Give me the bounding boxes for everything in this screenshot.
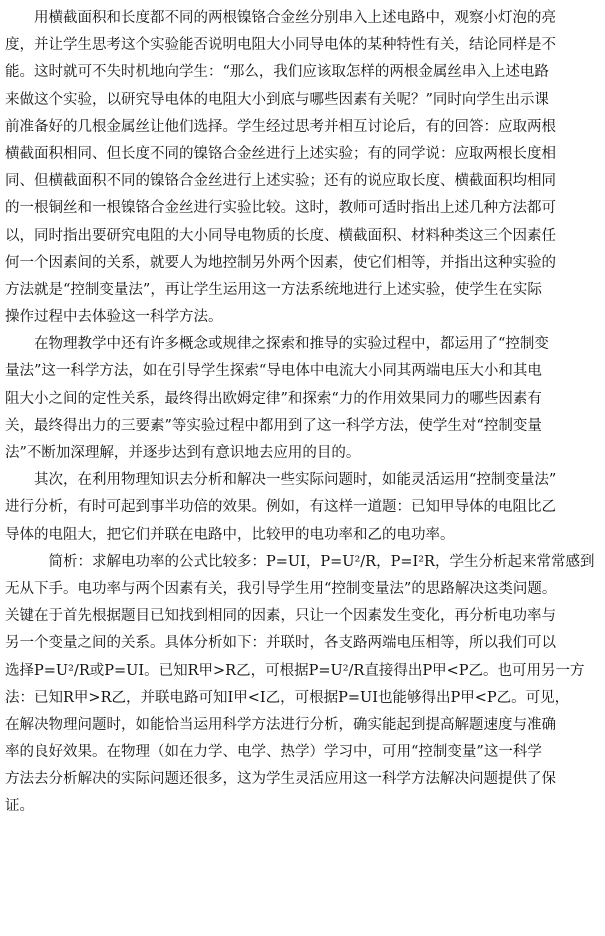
text-line: 横截面积相同、但长度不同的镍铬合金丝进行上述实验；有的同学说：应取两根长度相 — [5, 145, 556, 162]
text-line: 关键在于首先根据题目已知找到相同的因素，只让一个因素发生变化，再分析电功率与 — [5, 608, 556, 625]
text-line: 导体的电阻大，把它们并联在电路中，比较甲的电功率和乙的电功率。 — [5, 526, 455, 543]
text-line: 进行分析，有时可起到事半功倍的效果。例如，有这样一道题：已知甲导体的电阻比乙 — [5, 499, 556, 516]
paragraph-p3 — [5, 467, 605, 549]
text-line: 能。这时就可不失时机地向学生：“那么，我们应该取怎样的两根金属丝串入上述电路 — [5, 64, 549, 81]
text-line: 用横截面积和长度都不同的两根镍铬合金丝分别串入上述电路中，观察小灯泡的亮 — [5, 10, 556, 26]
text-line: 操作过程中去体验这一科学方法。 — [5, 309, 223, 326]
text-line: 法：已知R甲>R乙，并联电路可知I甲<I乙，可根据P=UI也能够得出P甲<P乙。可见， — [5, 689, 570, 706]
text-line: 选择P=U²/R或P=UI。已知R甲>R乙，可根据P=U²/R直接得出P甲<P乙。也可用另一方 — [5, 662, 585, 679]
text-line: 证。 — [5, 798, 34, 815]
text-line: 法”不断加深理解，并逐步达到有意识地去应用的目的。 — [5, 445, 361, 461]
text-line: 在解决物理问题时，如能恰当运用科学方法进行分析，确实能起到提高解题速度与准确 — [5, 716, 556, 733]
text-line: 另一个变量之间的关系。具体分析如下：并联时，各支路两端电压相等，所以我们可以 — [5, 635, 556, 652]
text-line: 度，并让学生思考这个实验能否说明电阻大小同导电体的某种特性有关，结论同样是不 — [5, 37, 556, 54]
paragraph-p2 — [5, 331, 605, 467]
paragraph-p4 — [5, 549, 605, 821]
document-body — [5, 5, 605, 821]
text-line: 以，同时指出要研究电阻的大小同导电物质的长度、横截面积、材料种类这三个因素任 — [5, 227, 556, 244]
text-line: 何一个因素间的关系，就要人为地控制另外两个因素，使它们相等，并指出这种实验的 — [5, 254, 556, 271]
text-line: 同、但横截面积不同的镍铬合金丝进行上述实验；还有的说应取长度、横截面积均相同 — [5, 173, 556, 190]
text-line: 量法”这一科学方法，如在引导学生探索“导电体中电流大小同其两端电压大小和其电 — [5, 363, 542, 380]
text-line: 关，最终得出力的三要素”等实验过程中都用到了这一科学方法，使学生对“控制变量 — [5, 417, 542, 434]
paragraph-p1 — [5, 5, 605, 331]
text-line: 方法去分析解决的实际问题还很多，这为学生灵活应用这一科学方法解决问题提供了保 — [5, 771, 556, 788]
text-line: 无从下手。电功率与两个因素有关，我引导学生用“控制变量法”的思路解决这类问题。 — [5, 580, 557, 597]
text-line: 前准备好的几根金属丝让他们选择。学生经过思考并相互讨论后，有的回答：应取两根 — [5, 118, 556, 135]
text-line: 率的良好效果。在物理（如在力学、电学、热学）学习中，可用“控制变量”这一科学 — [5, 744, 542, 761]
text-line: 在物理教学中还有许多概念或规律之探索和推导的实验过程中，都运用了“控制变 — [5, 336, 549, 353]
text-line: 的一根铜丝和一根镍铬合金丝进行实验比较。这时，教师可适时指出上述几种方法都可 — [5, 200, 556, 217]
text-line: 来做这个实验，以研究导电体的电阻大小到底与哪些因素有关呢？”同时向学生出示课 — [5, 91, 549, 108]
text-line: 方法就是“控制变量法”，再让学生运用这一方法系统地进行上述实验，使学生在实际 — [5, 281, 542, 298]
text-line: 简析：求解电功率的公式比较多：P=UI，P=U²/R，P=I²R，学生分析起来常常感到 — [5, 553, 595, 570]
text-line: 阻大小之间的定性关系，最终得出欧姆定律”和探索“力的作用效果同力的哪些因素有 — [5, 390, 542, 407]
text-line: 其次，在利用物理知识去分析和解决一些实际问题时，如能灵活运用“控制变量法” — [5, 472, 557, 489]
